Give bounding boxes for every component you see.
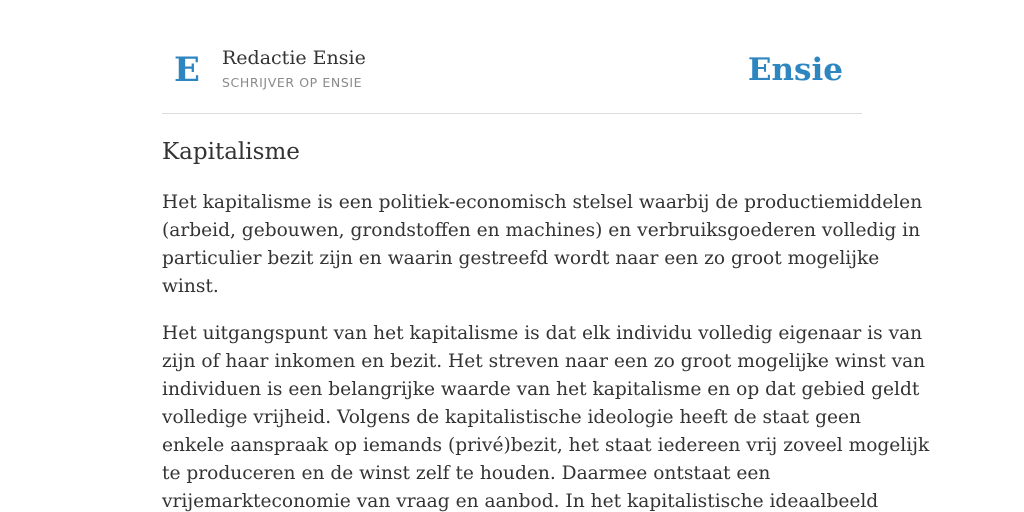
- author-name[interactable]: Redactie Ensie: [222, 47, 366, 69]
- author-role: SCHRIJVER OP ENSIE: [222, 75, 363, 90]
- paragraph-line: (arbeid, gebouwen, grondstoffen en machines) en verbruiksgoederen volledig in: [162, 220, 921, 241]
- author-logo[interactable]: E: [174, 50, 200, 90]
- article-body: [162, 189, 930, 512]
- article-title: Kapitalisme: [162, 139, 300, 165]
- paragraph-line: winst.: [162, 276, 219, 297]
- paragraph-line: individuen is een belangrijke waarde van het kapitalisme en op dat gebied geldt: [162, 379, 920, 400]
- paragraph-line: volledige vrijheid. Volgens de kapitalistische ideologie heeft de staat geen: [162, 407, 861, 428]
- paragraph-line: enkele aanspraak op iemands (privé)bezit, het staat iedereen vrij zoveel mogelijk: [162, 435, 930, 456]
- article-paragraph: [162, 320, 930, 512]
- article-paragraph: [162, 189, 923, 301]
- paragraph-line: vrijemarkteconomie van vraag en aanbod. In het kapitalistische ideaalbeeld: [162, 491, 879, 512]
- site-logo[interactable]: Ensie: [747, 52, 843, 88]
- paragraph-line: te produceren en de winst zelf te houden. Daarmee ontstaat een: [162, 463, 771, 484]
- article-header: [162, 40, 862, 114]
- paragraph-line: particulier bezit zijn en waarin gestreefd wordt naar een zo groot mogelijke: [162, 248, 880, 269]
- paragraph-line: Het uitgangspunt van het kapitalisme is dat elk individu volledig eigenaar is van: [162, 323, 923, 344]
- paragraph-line: Het kapitalisme is een politiek-economisch stelsel waarbij de productiemiddelen: [162, 192, 923, 213]
- paragraph-line: zijn of haar inkomen en bezit. Het streven naar een zo groot mogelijke winst van: [162, 351, 926, 372]
